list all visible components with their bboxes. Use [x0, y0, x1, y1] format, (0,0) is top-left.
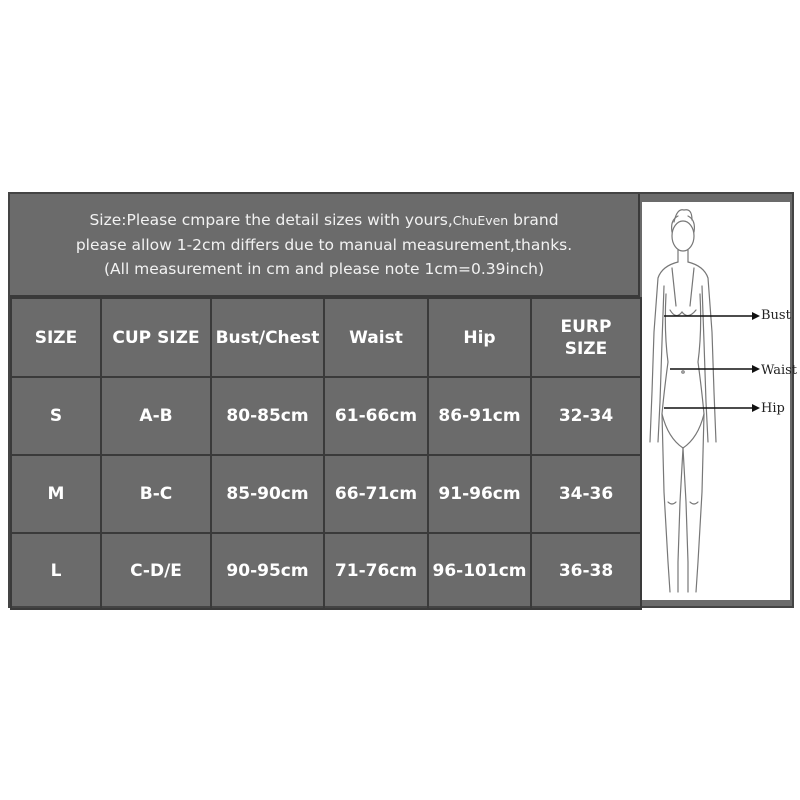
header-waist: Waist	[324, 298, 428, 377]
cell-waist: 61-66cm	[324, 377, 428, 455]
cell-size: L	[11, 533, 101, 609]
cell-cup-size: A-B	[101, 377, 211, 455]
cell-bust: 80-85cm	[211, 377, 324, 455]
cell-hip: 96-101cm	[428, 533, 531, 609]
cell-waist: 71-76cm	[324, 533, 428, 609]
bust-label: Bust	[761, 308, 791, 323]
cell-size: M	[11, 455, 101, 533]
size-chart-note	[10, 194, 640, 297]
cell-bust: 90-95cm	[211, 533, 324, 609]
cell-cup-size: C-D/E	[101, 533, 211, 609]
header-hip: Hip	[428, 298, 531, 377]
brand-name: ChuEven	[452, 213, 509, 228]
note-line-2: please allow 1-2cm differs due to manual measurement,thanks.	[75, 236, 573, 254]
table-header-row	[11, 298, 641, 377]
header-bust-chest: Bust/Chest	[211, 298, 324, 377]
hip-label: Hip	[761, 401, 785, 416]
cell-waist: 66-71cm	[324, 455, 428, 533]
waist-label: Waist	[761, 363, 798, 378]
cell-eurp: 32-34	[531, 377, 641, 455]
cell-hip: 91-96cm	[428, 455, 531, 533]
note-line-3: (All measurement in cm and please note 1cm=0.39inch)	[103, 260, 545, 278]
table-row	[11, 533, 641, 609]
size-table	[10, 297, 642, 610]
cell-eurp: 34-36	[531, 455, 641, 533]
cell-size: S	[11, 377, 101, 455]
note-line-1: Size:Please cmpare the detail sizes with yours,ChuEven brand	[89, 211, 559, 229]
header-cup-size: CUP SIZE	[101, 298, 211, 377]
header-eurp-size: EURP SIZE	[531, 298, 641, 377]
cell-bust: 85-90cm	[211, 455, 324, 533]
cell-hip: 86-91cm	[428, 377, 531, 455]
body-measurement-figure	[642, 202, 798, 600]
table-row	[11, 455, 641, 533]
body-figure-icon	[642, 202, 798, 600]
cell-eurp: 36-38	[531, 533, 641, 609]
header-size: SIZE	[11, 298, 101, 377]
cell-cup-size: B-C	[101, 455, 211, 533]
table-row	[11, 377, 641, 455]
size-chart	[8, 192, 798, 608]
